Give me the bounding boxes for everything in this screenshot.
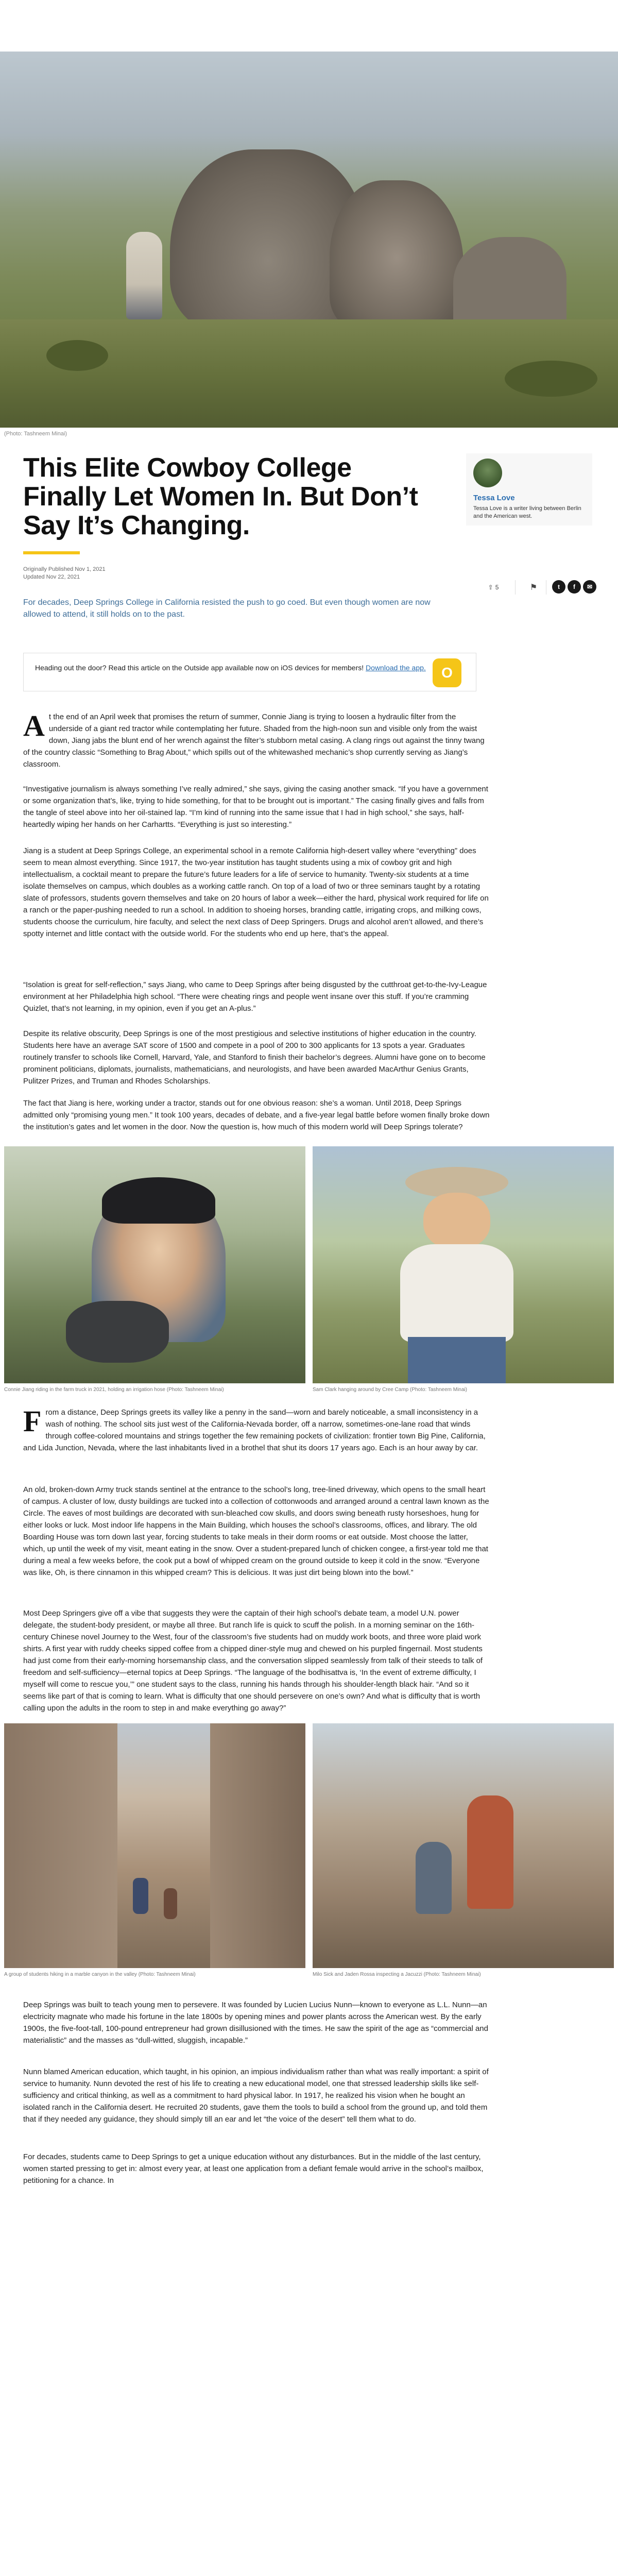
published-date: Originally Published Nov 1, 2021 [23, 566, 106, 572]
promo-text: Heading out the door? Read this article on the Outside app available now on iOS devices for members! [35, 664, 364, 672]
body-paragraph: Most Deep Springers give off a vibe that suggests they were the captain of their high school’s debate team, a model U.N. power delegate, the student-body president, or maybe all three. But ranch life is quick to scuff the polish. In a morning seminar on the 16th-century Chinese novel Journey to the West, four of the classroom’s five students had on muddy work boots, and three wore plaid work shirts. A first year with ruddy cheeks sipped coffee from a chipped diner-style mug and chewed on his purpled fingernail. Most students had just come from their early-morning horsemanship class, and the conversation slipped seamlessly from talk of their steeds to talk of freedom and self-sufficiency—eternal topics at Deep Springs. “The language of the bodhisattva is, ‘In the event of extreme difficulty, I myself will come to rescue you,’” one student says to the class, running his hands through his shoulder-length black hair. “And so it seems like part of that is coming to learn. What is difficulty that one should persevere on one’s own? And what is difficulty that is worth calling upon the adults in the room to step in and make everything go away?” [23, 1609, 483, 1713]
dropcap: A [23, 709, 45, 742]
photo-caption: Sam Clark hanging around by Cree Camp (Photo: Tashneem Minai) [313, 1387, 467, 1393]
body-paragraph: “Investigative journalism is always something I’ve really admired,” she says, giving the casing another smack. “If you have a government or some organization that’s, like, trying to hide something, for that to be brought out is important.” The casing finally gives and falls from the tangle of steel above into her oil-stained lap. “I’m kind of running into the same issue that I had in high school,” she says, half-heartedly wiping her hands on her Carhartts. “Everything is just so interesting.” [23, 785, 488, 829]
outside-app-icon: O [433, 658, 461, 687]
share-count: 5 [495, 584, 499, 591]
body-paragraph: “Isolation is great for self-reflection,” says Jiang, who came to Deep Springs after being disgusted by the cutthroat get-to-the-Ivy-League environment at her Philadelphia high school. “There were cheating rings and people went insane over this stuff. If you’re cramming Quizlet, that’s not learning, in my opinion, even if you get an A-plus.” [23, 980, 487, 1013]
body-paragraph: Nunn blamed American education, which taught, in his opinion, an impious individualism rather than what was really important: a spirit of service to humanity. Nunn devoted the rest of his life to creating a new educational model, one that stressed leadership skills like self-sufficiency and critical thinking, as well as a commitment to hard physical labor. In 1917, he realized his vision when he bought an isolated ranch in the California desert. He recruited 20 students, gave them the tools to build a school from the ground up, and told them that if they needed any guidance, they should simply till an ear and let “the voice of the desert” tell them what to do. [23, 2067, 489, 2124]
photo-student-tractor [4, 1146, 305, 1383]
body-paragraph [23, 711, 492, 770]
email-icon[interactable]: ✉ [583, 580, 596, 594]
article-dek: For decades, Deep Springs College in California resisted the push to go coed. But even though women are now allowed to attend, it still holds on to the past. [23, 598, 431, 619]
body-paragraph: For decades, students came to Deep Springs to get a unique education without any disturbances. But in the middle of the last century, women started pressing to get in: almost every year, at least one application from a defiant female would arrive in the school’s mailbox, petitioning for a chance. In [23, 2153, 484, 2185]
article-dates [23, 566, 106, 581]
hero-image [0, 52, 618, 428]
student-figure [126, 232, 162, 319]
author-box [466, 453, 592, 526]
body-paragraph: Despite its relative obscurity, Deep Springs is one of the most prestigious and selective institutions of higher education in the country. Students here have an average SAT score of 1500 and compete in a pool of 200 to 300 applicants for 13 spots a year. Graduates routinely transfer to schools like Cornell, Harvard, Yale, and Stanford to finish their bachelor’s degrees. Alumni have gone on to become prominent politicians, diplomats, journalists, mathematicians, and neurologists, and have been awarded MacArthur Genius Grants, Pulitzer Prizes, and Truman and Rhodes Scholarships. [23, 1029, 486, 1086]
hose [66, 1301, 169, 1363]
updated-date: Updated Nov 22, 2021 [23, 574, 80, 580]
divider [515, 580, 516, 595]
download-app-link[interactable]: Download the app. [366, 664, 426, 672]
photo-student-hat [313, 1146, 614, 1383]
author-name[interactable]: Tessa Love [473, 494, 515, 502]
rock-formation [330, 180, 464, 335]
hero-credit: (Photo: Tashneem Minai) [4, 431, 67, 437]
body-paragraph: Jiang is a student at Deep Springs College, an experimental school in a remote California high-desert valley where “everything” does seem to mean almost everything. Since 1917, the two-year institution has taught students using a mix of cowboy grit and high intellectualism, a cocktail meant to prepare the future’s future leaders for a life of service to humanity. Twenty-six students at a time isolate themselves on campus, which doubles as a working cattle ranch. On top of a load of two or three seminars taught by a rotating slate of professors, students govern themselves and take on 20 hours of labor a week—either the hard, physical work required for life on a ranch or the paper-pushing needed to run a school. In addition to shoeing horses, branding cattle, irrigating crops, and milking cows, students choose the curriculum, hire faculty, and select the next class of Deep Springers. Drugs and alcohol aren’t allowed, and there’s spotty internet and little contact with the outside world. For the students who end up here, that’s the appeal. [23, 846, 489, 938]
canyon-wall [4, 1723, 117, 1968]
hair [102, 1177, 215, 1224]
bush [46, 340, 108, 371]
photo-caption: Connie Jiang riding in the farm truck in 2021, holding an irrigation hose (Photo: Tashneem Minai) [4, 1387, 224, 1393]
photo-caption: A group of students hiking in a marble canyon in the valley (Photo: Tashneem Minai) [4, 1972, 196, 1977]
share-count-button[interactable] [483, 580, 504, 595]
share-icon: ⇪ [488, 584, 493, 591]
title-rule [23, 551, 80, 554]
canyon-wall [210, 1723, 305, 1968]
hiker [164, 1888, 177, 1919]
article-title: This Elite Cowboy College Finally Let Women In. But Don’t Say It’s Changing. [23, 453, 418, 540]
bookmark-icon[interactable]: ⚑ [529, 583, 538, 592]
facebook-icon[interactable]: f [568, 580, 581, 594]
twitter-icon[interactable]: t [552, 580, 565, 594]
person-figure [416, 1842, 452, 1914]
face [423, 1193, 490, 1249]
photo-caption: Milo Sick and Jaden Rossa inspecting a Jacuzzi (Photo: Tashneem Minai) [313, 1972, 481, 1977]
bush [505, 361, 597, 397]
photo-canyon-hike [4, 1723, 305, 1968]
body-paragraph: An old, broken-down Army truck stands sentinel at the entrance to the school’s long, tree-lined driveway, which opens to the small heart of campus. A cluster of low, dusty buildings are tucked into a collection of cottonwoods and arranged around a central lawn known as the Circle. The eaves of most buildings are decorated with sun-bleached cow skulls, and doors swing beneath rusty horseshoes, hung for either looks or luck. Most indoor life happens in the Main Building, which houses the school’s classrooms, offices, and library. The old Boarding House was torn down last year, forcing students to take meals in their dorm rooms or eat outside. Most choose the latter, which, up until the week of my visit, meant eating in the snow. Over a student-prepared lunch of chicken congee, a first-year told me that during a meal a few weeks before, the cook put a bowl of whipped cream on the ground outside to keep it cold in the snow. “Everyone was like, Oh, is there cinnamon in this whipped cream? This is delicious. It was just dirt being blown into the bowl.” [23, 1485, 489, 1577]
paragraph-text: rom a distance, Deep Springs greets its valley like a penny in the sand—worn and barely noticeable, a small inconsistency in a wash of nothing. The school sits just west of the California-Nevada border, off a narrow, sometimes-one-lane road that winds through coffee-colored mountains and strings together the few remaining pockets of civilization: frontier town Big Pine, California, and Lida Junction, Nevada, where the last inhabitants lived in a brothel that shut its doors 17 years ago. Each is an hour away by car. [23, 1408, 486, 1452]
paragraph-text: t the end of an April week that promises the return of summer, Connie Jiang is trying to loosen a hydraulic filter from the underside of a giant red tractor while contemplating her future. Shaded from the high-noon sun and visible only from the waist down, Jiang jabs the blunt end of her wrench against the filter’s stubborn metal casing. A clang rings out against the tinny twang of the country classic “Something to Brag About,” which spills out of the whitewashed mechanic’s shop currently serving as Jiang’s classroom. [23, 713, 485, 769]
photo-jacuzzi [313, 1723, 614, 1968]
body-paragraph [23, 1406, 492, 1454]
dropcap: F [23, 1404, 42, 1438]
author-bio: Tessa Love is a writer living between Berlin and the American west. [473, 505, 581, 519]
t-shirt [400, 1244, 513, 1342]
jeans [408, 1337, 506, 1383]
app-promo-box [23, 653, 476, 691]
author-avatar[interactable] [473, 459, 502, 487]
person-figure [467, 1795, 513, 1909]
body-paragraph: The fact that Jiang is here, working under a tractor, stands out for one obvious reason: she’s a woman. Until 2018, Deep Springs admitted only “promising young men.” It took 100 years, decades of debate, and a five-year legal battle before women finally broke down the institution’s gates and let women in the door. Now the question is, how much of this modern world will Deep Springs tolerate? [23, 1099, 490, 1131]
hiker [133, 1878, 148, 1914]
body-paragraph: Deep Springs was built to teach young men to persevere. It was founded by Lucien Lucius Nunn—known to everyone as L.L. Nunn—an electricity magnate who made his fortune in the late 1800s by opening mines and power plants across the American west. By the early 1900s, the five-foot-tall, 100-pound entrepreneur had grown disillusioned with the times. He saw the spirit of the age as “commercial and materialistic” and the masses as “dull-witted, sluggish, incapable.” [23, 2001, 488, 2045]
